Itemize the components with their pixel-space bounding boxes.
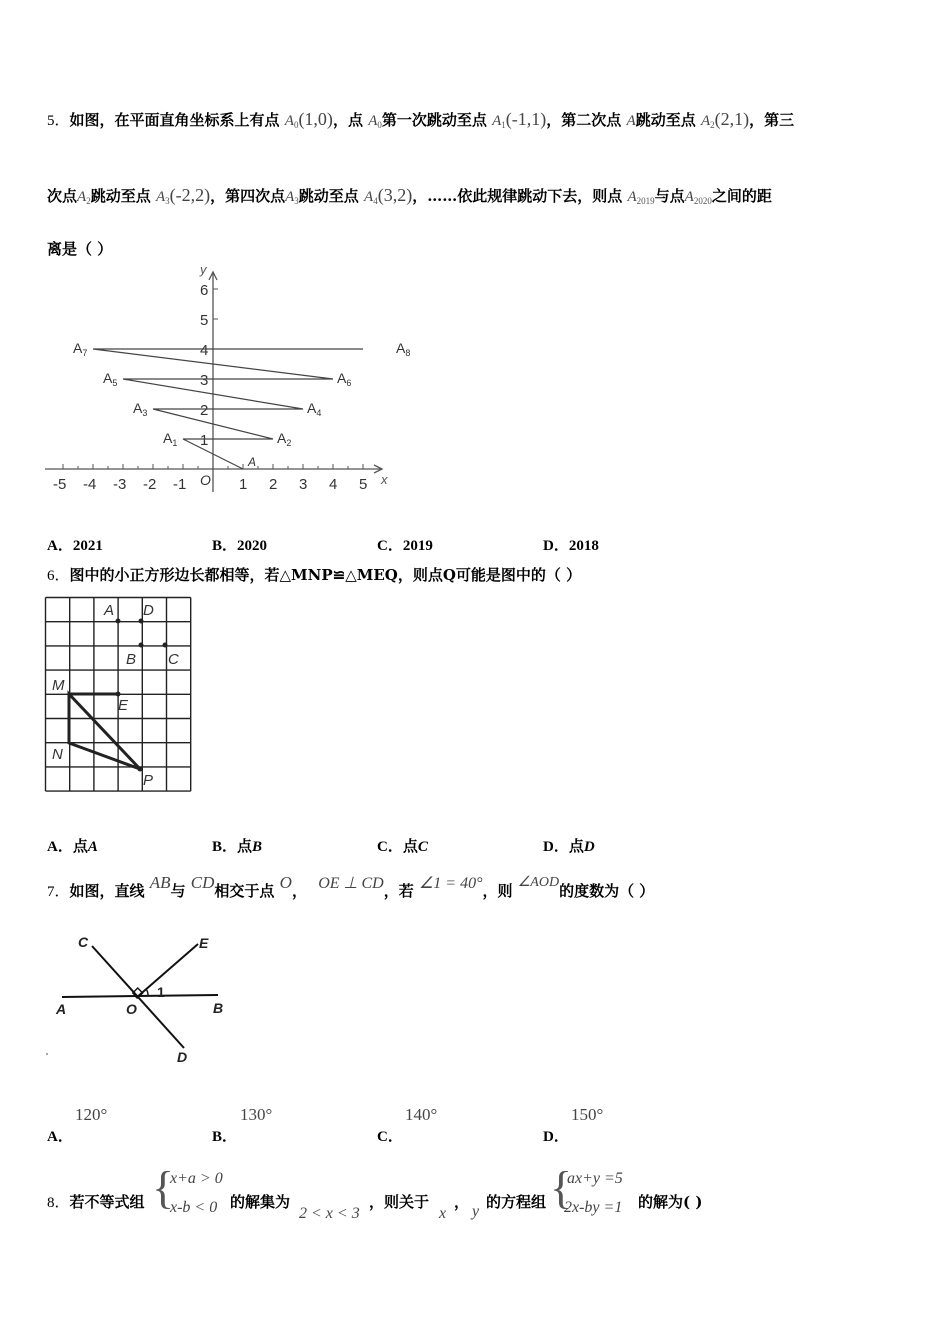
y-tick-label: 2 [200,402,209,419]
grid-label-a: A [104,602,115,619]
q7-option-d-value: 150° [571,1105,604,1124]
x-tick-label: 2 [269,476,278,493]
y-tick-label: 5 [200,312,209,329]
x-tick-label: 3 [299,476,308,493]
point-label: $A_6$ [337,370,352,388]
x-tick-label: 4 [329,476,338,493]
q6-option-c[interactable]: C．点C [377,839,428,855]
grid-label-n: N [52,746,63,763]
line-label-d: D [177,1049,188,1065]
point-label: $A_2$ [277,430,292,448]
q5-line3: 离是（ ） [47,240,113,258]
x-tick-label: -3 [113,476,127,493]
q7-option-d-letter[interactable]: D． [543,1129,569,1145]
point-label: $A_1$ [163,430,178,448]
grid-label-m: M [52,677,65,694]
q7-intersecting-lines-figure [44,926,244,1066]
q6-option-a[interactable]: A．点A [47,839,98,855]
q5-coordinate-graph [40,262,411,497]
q8-eq1: ax+y =5 [567,1170,623,1187]
q6-grid-figure [44,596,194,794]
y-tick-label: 4 [200,342,209,359]
line-label-b: B [213,1000,224,1016]
angle-1-label: 1 [157,984,165,1000]
q5-option-c[interactable]: C．2019 [377,538,433,554]
line-label-c: C [78,934,89,950]
grid-label-d: D [143,602,154,619]
line-label-a: A [56,1001,67,1017]
line-label-o: O [126,1001,137,1017]
x-tick-label: 1 [239,476,248,493]
q8-eq2: 2x-by =1 [564,1199,623,1216]
q6-option-d[interactable]: D．点D [543,839,595,855]
q7-option-c-letter[interactable]: C． [377,1129,403,1145]
q8-ineq2: x-b < 0 [170,1199,218,1216]
y-tick-label: 6 [200,282,209,299]
q8-ineq-brace: { [152,1162,175,1213]
q7-options [47,1105,747,1145]
q5-option-a[interactable]: A．2021 [47,538,103,554]
q8-question: 8．若不等式组 [47,1193,145,1211]
q7-option-c-value: 140° [405,1105,438,1124]
grid-label-e: E [118,697,129,714]
q8-range: 2 < x < 3 [299,1205,360,1222]
line-label-e: E [199,935,209,951]
point-label: $A_5$ [103,370,118,388]
point-a0-label: A [248,455,257,469]
x-tick-label: -1 [173,476,187,493]
point-label: $A_7$ [73,340,88,358]
q5-line1: 5．如图，在平面直角坐标系上有点 $A_0(1,0)$，点 $A_0$第一次跳动至点 $A_1(-1,1)$，第二次点 A跳动至点 $A_2(2,1)$，第三 [47,109,795,130]
q7-option-b-letter[interactable]: B． [212,1129,238,1145]
q7-option-a-value: 120° [75,1105,108,1124]
q7-option-b-value: 130° [240,1105,273,1124]
x-tick-label: -5 [53,476,67,493]
x-tick-label: -4 [83,476,97,493]
grid-label-b: B [126,651,137,668]
q8-ineq1: x+a > 0 [170,1170,223,1187]
q8-eq-brace: { [550,1162,573,1213]
q6-option-b[interactable]: B．点B [212,839,263,855]
q5-option-d[interactable]: D．2018 [543,538,599,554]
y-tick-label: 3 [200,372,209,389]
q5-line2: 次点$A_2$跳动至点 $A_3(-2,2)$，第四次点$A_3$跳动至点 $A_4(3,2)$，……依此规律跳动下去，则点 $A_{2019}$与点$A_{2020}$之间的距 [47,185,772,206]
q7-option-a-letter[interactable]: A． [47,1129,73,1145]
x-axis-label: x [381,472,388,487]
q5-number: 5． [47,113,70,129]
point-label: $A_3$ [133,400,148,418]
q7-question: 7．如图，直线 AB与 CD相交于点 O， OE ⊥ CD，若 ∠1 = 40°，则 ∠AOD的度数为（ ） [47,873,655,900]
q6-question: 6．图中的小正方形边长都相等，若△MNP≌△MEQ，则点Q可能是图中的（ ） [47,566,582,584]
point-label: $A_8$ [396,340,411,358]
grid-label-p: P [143,772,154,789]
x-tick-label: -2 [143,476,157,493]
origin-label: O [200,472,211,488]
grid-label-c: C [168,651,179,668]
point-label: $A_4$ [307,400,322,418]
x-tick-label: 5 [359,476,368,493]
y-tick-label: 1 [200,432,209,449]
y-axis-label: y [200,262,207,277]
q5-option-b[interactable]: B．2020 [212,538,268,554]
